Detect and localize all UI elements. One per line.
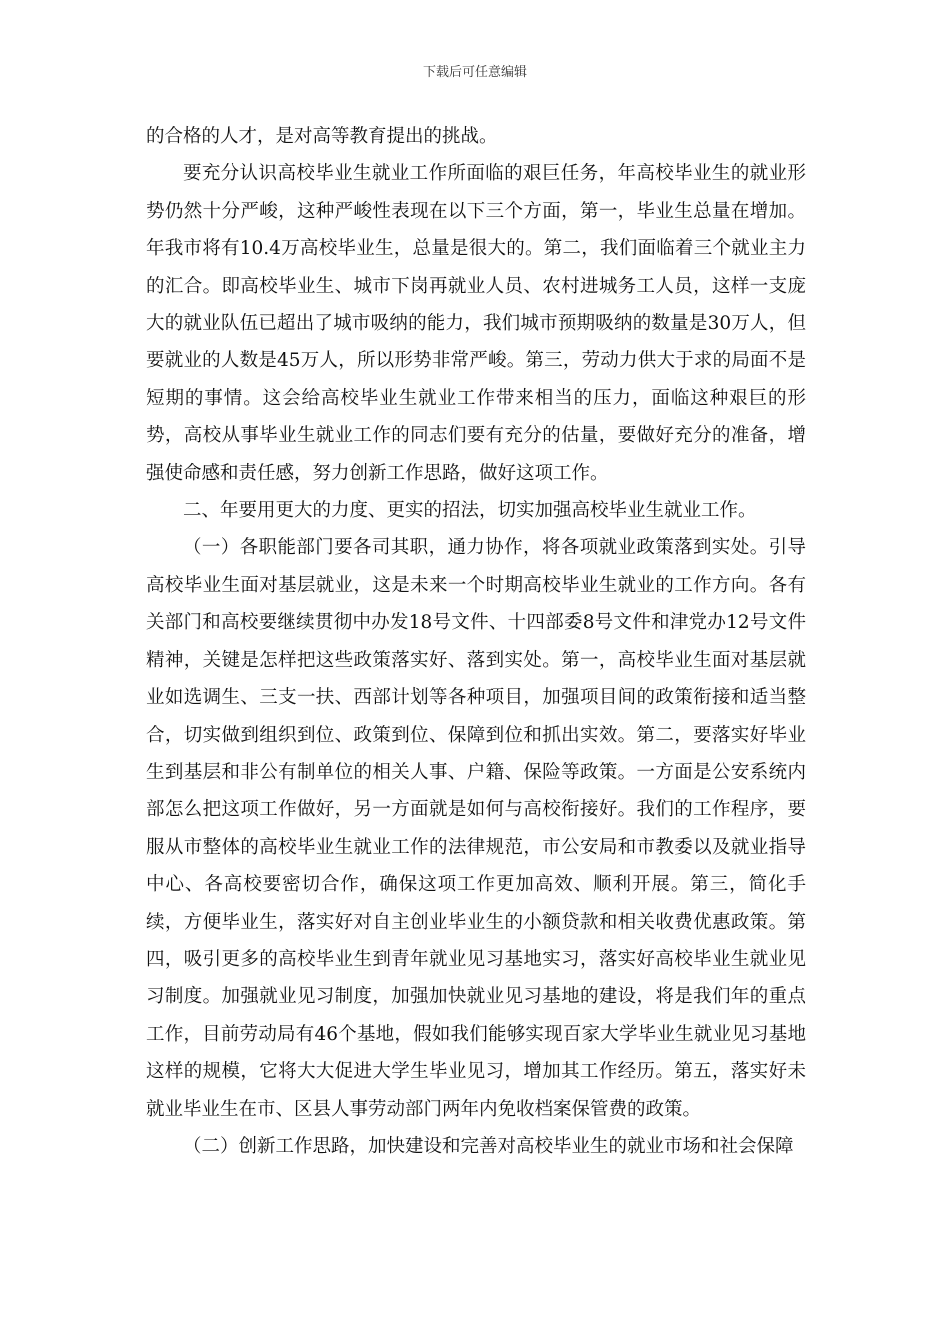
paragraph-5: （二）创新工作思路，加快建设和完善对高校毕业生的就业市场和社会保障 xyxy=(183,1135,794,1157)
paragraph-4: （一）各职能部门要各司其职，通力协作，将各项就业政策落到实处。引导高校毕业生面对基层就业，这是未来一个时期高校毕业生就业的工作方向。各有关部门和高校要继续贯彻中办发18号文件、十四部委8号文件和津党办12号文件精神，关键是怎样把这些政策落实好、落到实处。第一，高校毕业生面对基层就业如选调生、三支一扶、西部计划等各种项目，加强项目间的政策衔接和适当整合，切实做到组织到位、政策到位、保障到位和抓出实效。第二，要落实好毕业生到基层和非公有制单位的相关人事、户籍、保险等政策。一方面是公安系统内部怎么把这项工作做好，另一方面就是如何与高校衔接好。我们的工作程序，要服从市整体的高校毕业生就业工作的法律规范，市公安局和市教委以及就业指导中心、各高校要密切合作，确保这项工作更加高效、顺利开展。第三，简化手续，方便毕业生，落实好对自主创业毕业生的小额贷款和相关收费优惠政策。第四，吸引更多的高校毕业生到青年就业见习基地实习，落实好高校毕业生就业见习制度。加强就业见习制度，加强加快就业见习基地的建设，将是我们年的重点工作，目前劳动局有46个基地，假如我们能够实现百家大学毕业生就业见习基地这样的规模，它将大大促进大学生毕业见习，增加其工作经历。第五，落实好未就业毕业生在市、区县人事劳动部门两年内免收档案保管费的政策。 xyxy=(146,537,806,1120)
document-body xyxy=(146,118,806,1165)
paragraph-2: 要充分认识高校毕业生就业工作所面临的艰巨任务，年高校毕业生的就业形势仍然十分严峻，这种严峻性表现在以下三个方面，第一，毕业生总量在增加。年我市将有10.4万高校毕业生，总量是很大的。第二，我们面临着三个就业主力的汇合。即高校毕业生、城市下岗再就业人员、农村进城务工人员，这样一支庞大的就业队伍已超出了城市吸纳的能力，我们城市预期吸纳的数量是30万人，但要就业的人数是45万人，所以形势非常严峻。第三，劳动力供大于求的局面不是短期的事情。这会给高校毕业生就业工作带来相当的压力，面临这种艰巨的形势，高校从事毕业生就业工作的同志们要有充分的估量，要做好充分的准备，增强使命感和责任感，努力创新工作思路，做好这项工作。 xyxy=(146,163,806,484)
paragraph-3: 二、年要用更大的力度、更实的招法，切实加强高校毕业生就业工作。 xyxy=(183,500,757,522)
page-header: 下载后可任意编辑 xyxy=(422,65,527,80)
paragraph-1: 的合格的人才，是对高等教育提出的挑战。 xyxy=(146,126,498,147)
